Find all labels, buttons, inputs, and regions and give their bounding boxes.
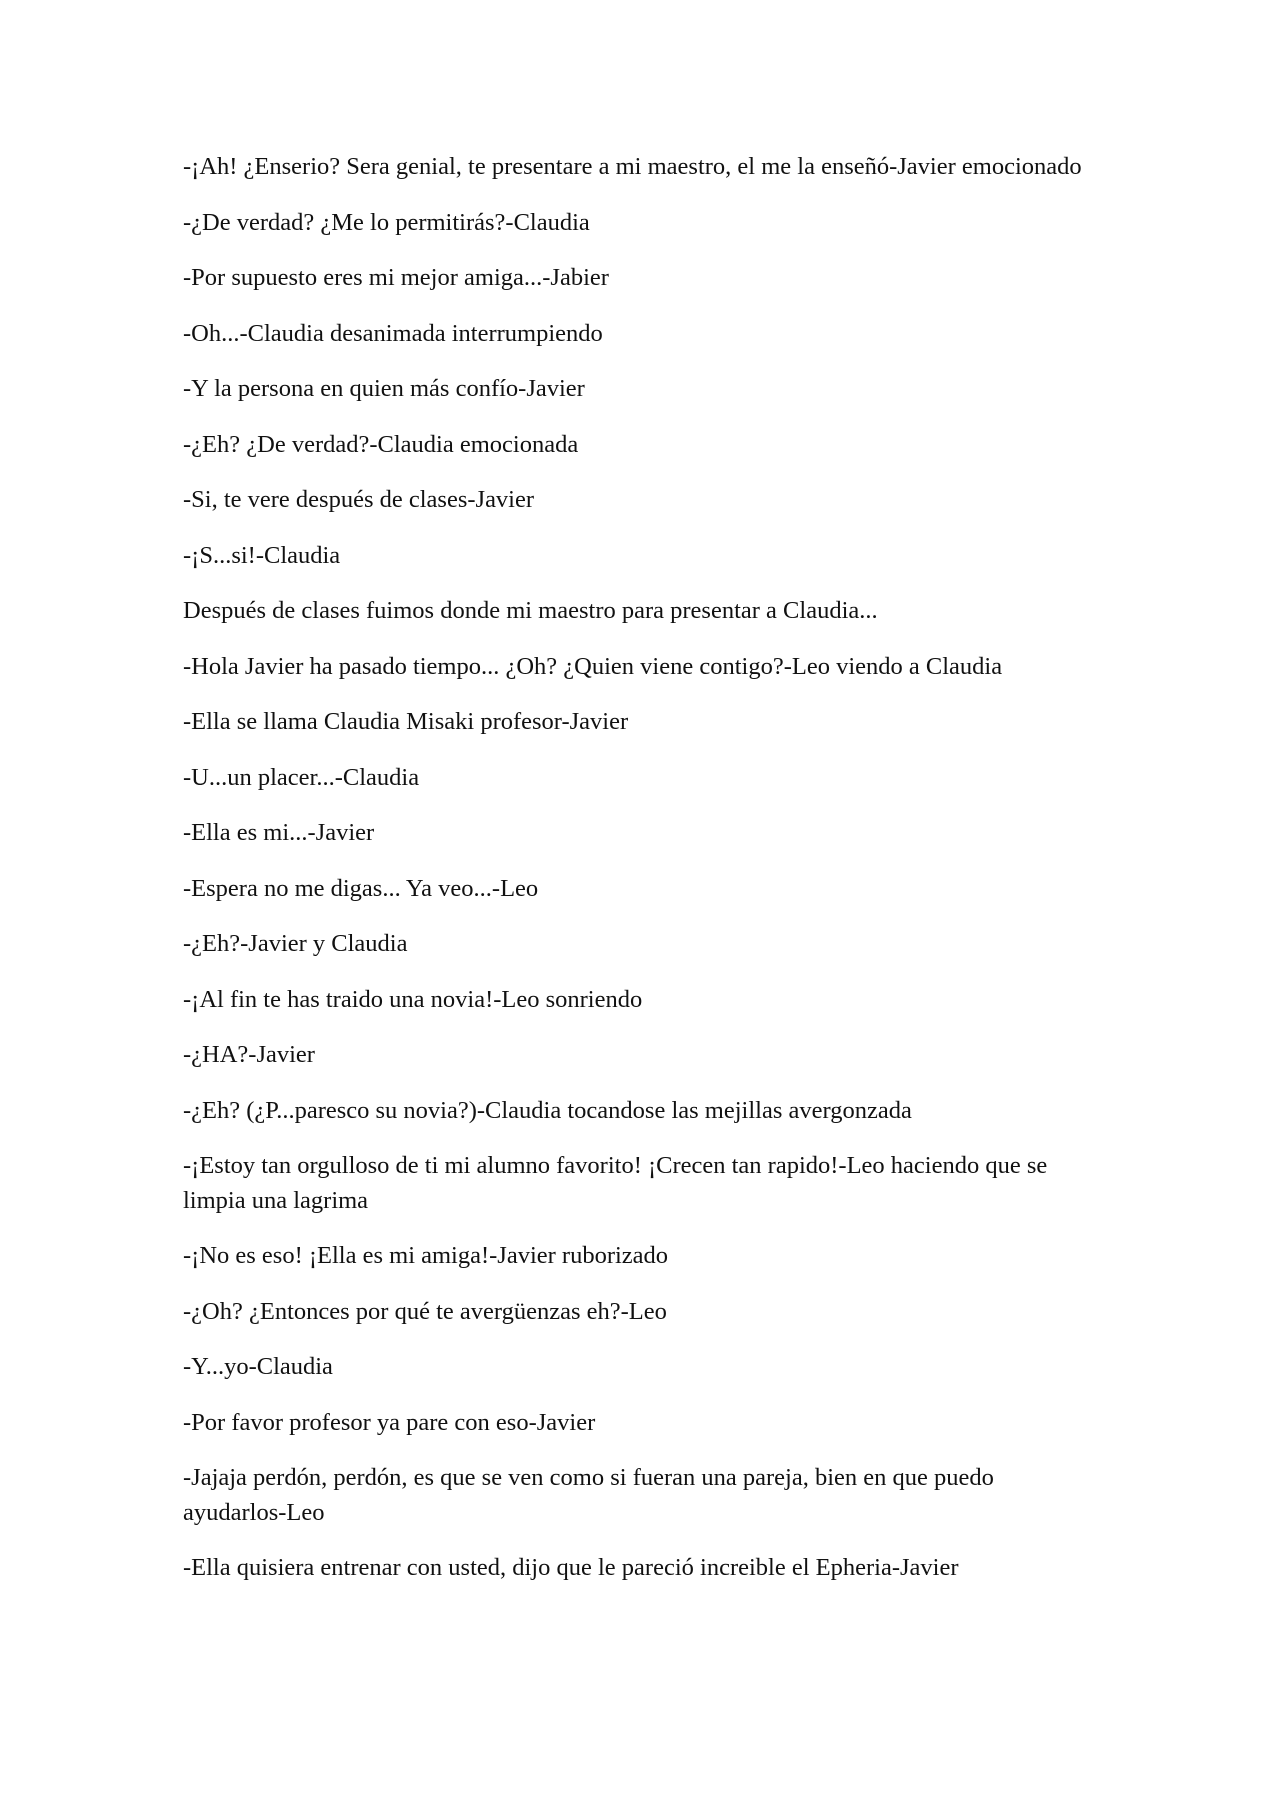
paragraph: -Ella es mi...-Javier: [183, 819, 375, 846]
paragraph: -Ella se llama Claudia Misaki profesor-Javier: [183, 708, 629, 735]
paragraph: -¿Eh?-Javier y Claudia: [183, 930, 408, 957]
paragraph: -¿Oh? ¿Entonces por qué te avergüenzas eh?-Leo: [183, 1297, 667, 1325]
document-body: [183, 150, 1103, 1607]
paragraph: -¡S...si!-Claudia: [183, 541, 341, 569]
paragraph: -¿De verdad? ¿Me lo permitirás?-Claudia: [183, 208, 590, 236]
paragraph: Después de clases fuimos donde mi maestro para presentar a Claudia...: [183, 597, 878, 624]
paragraph: -Por supuesto eres mi mejor amiga...-Jabier: [183, 264, 609, 291]
paragraph: -Si, te vere después de clases-Javier: [183, 486, 535, 513]
paragraph: -¿Eh? ¿De verdad?-Claudia emocionada: [183, 430, 579, 458]
paragraph: -Por favor profesor ya pare con eso-Javier: [183, 1408, 596, 1436]
paragraph: -U...un placer...-Claudia: [183, 763, 420, 791]
paragraph: -¡Estoy tan orgulloso de ti mi alumno favorito! ¡Crecen tan rapido!-Leo haciendo que se limpia una lagrima: [183, 1152, 1048, 1214]
paragraph: -Hola Javier ha pasado tiempo... ¿Oh? ¿Quien viene contigo?-Leo viendo a Claudia: [183, 652, 1003, 680]
paragraph: -Y...yo-Claudia: [183, 1353, 333, 1380]
paragraph: -Y la persona en quien más confío-Javier: [183, 375, 585, 402]
paragraph: -¡No es eso! ¡Ella es mi amiga!-Javier ruborizado: [183, 1242, 669, 1269]
paragraph: -Ella quisiera entrenar con usted, dijo que le pareció increible el Epheria-Javier: [183, 1554, 959, 1581]
paragraph: -¿Eh? (¿P...paresco su novia?)-Claudia tocandose las mejillas avergonzada: [183, 1096, 912, 1124]
paragraph: -¡Al fin te has traido una novia!-Leo sonriendo: [183, 985, 643, 1013]
paragraph: -¡Ah! ¿Enserio? Sera genial, te presentare a mi maestro, el me la enseñó-Javier emocionado: [183, 153, 1082, 180]
paragraph: -¿HA?-Javier: [183, 1041, 315, 1068]
paragraph: -Jajaja perdón, perdón, es que se ven como si fueran una pareja, bien en que puedo ayudarlos-Leo: [183, 1464, 994, 1526]
paragraph: -Espera no me digas... Ya veo...-Leo: [183, 874, 539, 902]
paragraph: -Oh...-Claudia desanimada interrumpiendo: [183, 319, 603, 347]
